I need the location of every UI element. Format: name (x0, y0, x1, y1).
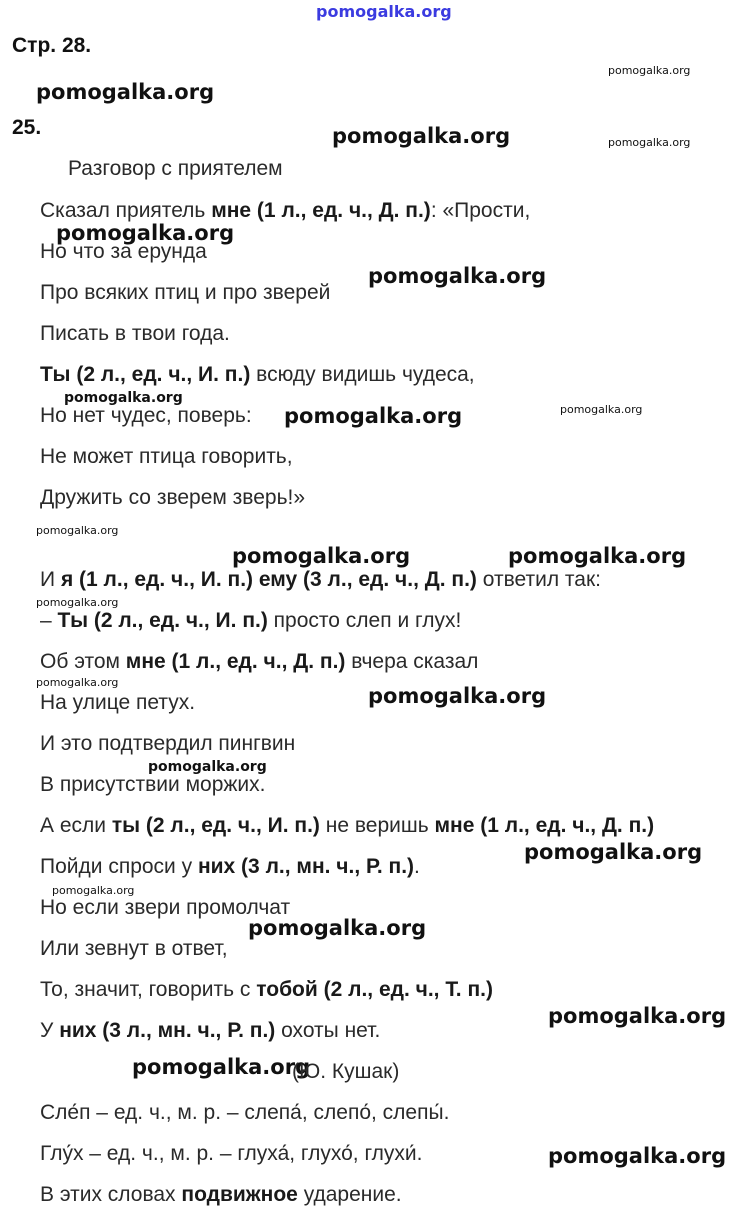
grammar-annotation: Ты (2 л., ед. ч., И. п.) (57, 609, 268, 632)
poem-line (40, 363, 475, 387)
poem-title: Разговор с приятелем (68, 157, 283, 180)
poem-line (40, 691, 195, 715)
watermark: pomogalka.org (368, 684, 547, 708)
watermark: pomogalka.org (64, 390, 183, 406)
poem-line (40, 445, 293, 469)
poem-line (40, 896, 290, 920)
watermark: pomogalka.org (524, 840, 703, 864)
line-text: Пойди спроси у (40, 855, 198, 878)
line-text: Или зевнут в ответ, (40, 937, 228, 960)
watermark: pomogalka.org (52, 884, 135, 897)
line-text: (Ю. Кушак) (292, 1060, 400, 1083)
watermark: pomogalka.org (56, 221, 235, 245)
line-text: Об этом (40, 650, 126, 673)
poem-line (40, 814, 654, 838)
line-text: На улице петух. (40, 691, 196, 714)
poem-line (40, 199, 530, 223)
watermark: pomogalka.org (368, 264, 547, 288)
poem-line (40, 1019, 380, 1043)
poem-line (40, 937, 228, 961)
line-text: ударение. (297, 1183, 402, 1206)
poem-line (40, 773, 265, 797)
watermark: pomogalka.org (548, 1144, 727, 1168)
line-text: не веришь (319, 814, 435, 837)
line-text: В присутствии моржих. (40, 773, 266, 796)
analysis-line (40, 1183, 402, 1207)
watermark: pomogalka.org (284, 404, 463, 428)
line-text: У (40, 1019, 60, 1042)
grammar-annotation: мне (1 л., ед. ч., Д. п.) (434, 814, 655, 837)
grammar-annotation: них (3 л., мн. ч., Р. п.) (59, 1019, 276, 1042)
grammar-annotation: мне (1 л., ед. ч., Д. п.) (125, 650, 346, 673)
watermark: pomogalka.org (508, 544, 687, 568)
watermark: pomogalka.org (36, 596, 119, 609)
poem-line (40, 650, 478, 674)
line-text: – (40, 609, 58, 632)
watermark: pomogalka.org (248, 916, 427, 940)
poem-line (40, 609, 461, 633)
poem-line (40, 486, 305, 510)
line-text: ответил так: (476, 568, 601, 591)
poem-line (40, 240, 207, 264)
grammar-annotation: ты (2 л., ед. ч., И. п.) (111, 814, 320, 837)
line-text: вчера сказал (345, 650, 479, 673)
watermark: pomogalka.org (232, 544, 411, 568)
watermark: pomogalka.org (608, 64, 691, 77)
watermark: pomogalka.org (560, 403, 643, 416)
poem-line (40, 568, 601, 592)
watermark: pomogalka.org (36, 524, 119, 537)
poem-line (40, 732, 295, 756)
poem-line (40, 855, 420, 879)
watermark: pomogalka.org (148, 759, 267, 775)
poem-line (40, 281, 330, 305)
watermark: pomogalka.org (132, 1055, 311, 1079)
line-text: Сле́п – ед. ч., м. р. – слепа́, слепо́, слепы́. (40, 1101, 450, 1124)
line-text: Не может птица говорить, (40, 445, 293, 468)
line-text: А если (40, 814, 112, 837)
line-text: И (40, 568, 61, 591)
watermark: pomogalka.org (36, 676, 119, 689)
line-text: : «Прости, (430, 199, 531, 222)
watermark: pomogalka.org (608, 136, 691, 149)
line-text: Но если звери промолчат (40, 896, 291, 919)
poem-line (40, 404, 252, 428)
line-text: Писать в твои года. (40, 322, 230, 345)
line-text: Глу́х – ед. ч., м. р. – глуха́, глухо́, глухи́. (40, 1142, 423, 1165)
poem-author (292, 1060, 399, 1084)
grammar-annotation: мне (1 л., ед. ч., Д. п.) (211, 199, 431, 222)
line-text: Дружить со зверем зверь!» (40, 486, 306, 509)
poem-line (40, 978, 493, 1002)
analysis-line (40, 1142, 423, 1166)
page-heading: Стр. 28. (12, 34, 92, 57)
exercise-number: 25. (12, 116, 42, 139)
watermark: pomogalka.org (548, 1004, 727, 1028)
analysis-line (40, 1101, 449, 1125)
line-text: Сказал приятель (40, 199, 212, 222)
line-text: В этих словах (40, 1183, 182, 1206)
line-text: Но нет чудес, поверь: (40, 404, 252, 427)
line-text: То, значит, говорить с (40, 978, 257, 1001)
grammar-annotation: подвижное (181, 1183, 298, 1206)
line-text: . (414, 855, 420, 878)
watermark: pomogalka.org (36, 80, 215, 104)
watermark: pomogalka.org (316, 2, 452, 21)
grammar-annotation: Ты (2 л., ед. ч., И. п.) (40, 363, 251, 386)
line-text: И это подтвердил пингвин (40, 732, 296, 755)
line-text: просто слеп и глух! (267, 609, 462, 632)
watermark: pomogalka.org (332, 124, 511, 148)
line-text: всюду видишь чудеса, (250, 363, 475, 386)
line-text: Про всяких птиц и про зверей (40, 281, 331, 304)
line-text: охоты нет. (275, 1019, 381, 1042)
line-text: Но что за ерунда (40, 240, 207, 263)
grammar-annotation: них (3 л., мн. ч., Р. п.) (197, 855, 415, 878)
grammar-annotation: я (1 л., ед. ч., И. п.) ему (3 л., ед. ч., Д. п.) (60, 568, 477, 591)
grammar-annotation: тобой (2 л., ед. ч., Т. п.) (256, 978, 493, 1001)
poem-line (40, 322, 230, 346)
